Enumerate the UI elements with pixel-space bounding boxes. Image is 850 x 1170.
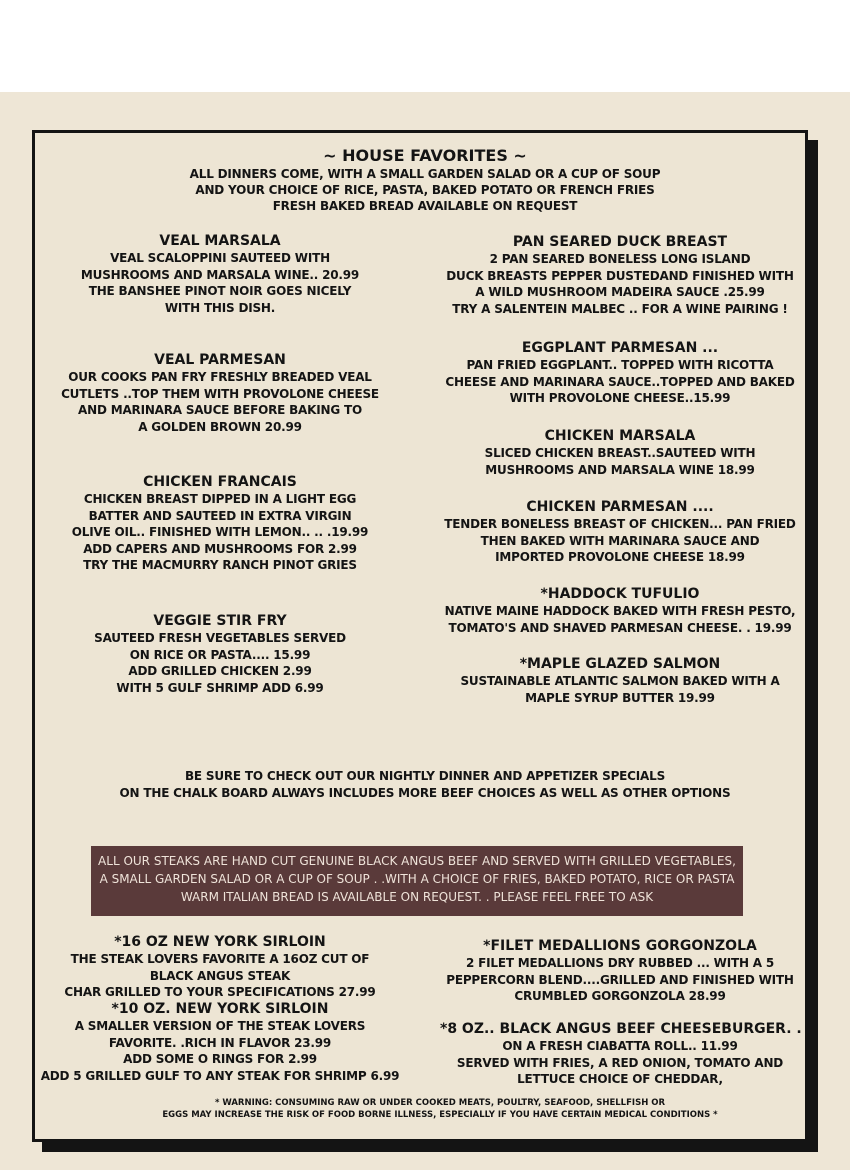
item-line: NATIVE MAINE HADDOCK BAKED WITH FRESH PESTO, — [444, 604, 796, 618]
item-line: CHICKEN BREAST DIPPED IN A LIGHT EGG — [83, 492, 357, 506]
item-line: MAPLE SYRUP BUTTER 19.99 — [525, 690, 715, 705]
item-line: VEAL SCALOPPINI SAUTEED WITH — [110, 251, 330, 265]
item-line: WITH THIS DISH. — [164, 300, 276, 315]
item-name: CHICKEN MARSALA — [544, 428, 696, 444]
item-line: TRY A SALENTEIN MALBEC .. FOR A WINE PAIRING ! — [452, 301, 788, 316]
item-line: ON RICE OR PASTA.... 15.99 — [129, 647, 311, 662]
item-line: TENDER BONELESS BREAST OF CHICKEN... PAN FRIED — [444, 517, 796, 531]
item-line: DUCK BREASTS PEPPER DUSTEDAND FINISHED WITH — [446, 268, 794, 283]
menu-item-10oz-sirloin — [40, 1001, 400, 1084]
item-name: *16 OZ NEW YORK SIRLOIN — [114, 934, 326, 950]
item-line: 2 PAN SEARED BONELESS LONG ISLAND — [489, 252, 751, 266]
specials-line: ON THE CHALK BOARD ALWAYS INCLUDES MORE BEEF CHOICES AS WELL AS OTHER OPTIONS — [119, 785, 731, 800]
house-favorites-header — [150, 146, 700, 214]
item-name: *10 OZ. NEW YORK SIRLOIN — [111, 1001, 329, 1017]
item-name: VEGGIE STIR FRY — [153, 613, 287, 629]
menu-item-veal-parmesan — [60, 352, 380, 435]
menu-item-veal-marsala — [60, 233, 380, 316]
item-line: CRUMBLED GORGONZOLA 28.99 — [514, 989, 726, 1003]
food-safety-warning — [150, 1097, 730, 1121]
specials-note — [80, 768, 770, 801]
item-line: BLACK ANGUS STEAK — [149, 968, 291, 983]
item-line: THE BANSHEE PINOT NOIR GOES NICELY — [88, 284, 352, 298]
item-line: WITH PROVOLONE CHEESE..15.99 — [509, 391, 731, 405]
item-name: *FILET MEDALLIONS GORGONZOLA — [483, 938, 757, 954]
item-name: VEAL MARSALA — [159, 233, 281, 249]
item-line: TRY THE MACMURRY RANCH PINOT GRIES — [83, 558, 357, 572]
warning-line: * WARNING: CONSUMING RAW OR UNDER COOKED MEATS, POULTRY, SEAFOOD, SHELLFISH OR — [214, 1098, 666, 1108]
item-name: VEAL PARMESAN — [154, 352, 286, 368]
item-name: *8 OZ.. BLACK ANGUS BEEF CHEESEBURGER. . — [440, 1021, 802, 1037]
item-name: EGGPLANT PARMESAN ... — [521, 340, 719, 356]
item-line: SERVED WITH FRIES, A RED ONION, TOMATO AND — [456, 1055, 784, 1070]
item-line: WITH 5 GULF SHRIMP ADD 6.99 — [116, 680, 324, 695]
item-line: ADD CAPERS AND MUSHROOMS FOR 2.99 — [83, 541, 357, 556]
header-line: FRESH BAKED BREAD AVAILABLE ON REQUEST — [272, 199, 578, 213]
item-line: ADD GRILLED CHICKEN 2.99 — [128, 664, 312, 678]
item-line: CHEESE AND MARINARA SAUCE..TOPPED AND BAKED — [445, 374, 795, 389]
item-line: IMPORTED PROVOLONE CHEESE 18.99 — [495, 550, 745, 564]
item-line: LETTUCE CHOICE OF CHEDDAR, — [517, 1072, 723, 1086]
item-name: CHICKEN FRANCAIS — [143, 474, 297, 490]
warning-line: EGGS MAY INCREASE THE RISK OF FOOD BORNE ILLNESS, ESPECIALLY IF YOU HAVE CERTAIN MEDICAL CONDITIONS * — [162, 1110, 718, 1120]
item-line: SAUTEED FRESH VEGETABLES SERVED — [94, 631, 346, 645]
item-line: OLIVE OIL.. FINISHED WITH LEMON.. .. .19.99 — [71, 525, 369, 539]
item-line: CHAR GRILLED TO YOUR SPECIFICATIONS 27.99 — [64, 985, 376, 999]
steak-info-banner — [91, 846, 743, 916]
item-line: OUR COOKS PAN FRY FRESHLY BREADED VEAL — [68, 370, 372, 384]
item-name: *HADDOCK TUFULIO — [540, 586, 700, 602]
banner-line: WARM ITALIAN BREAD IS AVAILABLE ON REQUEST. . PLEASE FEEL FREE TO ASK — [180, 890, 654, 904]
menu-item-veggie-stir-fry — [60, 613, 380, 696]
menu-item-eggplant-parmesan — [440, 340, 800, 407]
menu-item-duck-breast — [440, 234, 800, 317]
item-line: MUSHROOMS AND MARSALA WINE.. 20.99 — [80, 267, 360, 282]
item-line: 2 FILET MEDALLIONS DRY RUBBED ... WITH A 5 — [465, 956, 774, 970]
item-line: FAVORITE. .RICH IN FLAVOR 23.99 — [108, 1035, 332, 1050]
item-line: A WILD MUSHROOM MADEIRA SAUCE .25.99 — [475, 285, 765, 299]
header-line: AND YOUR CHOICE OF RICE, PASTA, BAKED POTATO OR FRENCH FRIES — [195, 183, 655, 197]
menu-item-chicken-parmesan — [440, 499, 800, 566]
banner-line: ALL OUR STEAKS ARE HAND CUT GENUINE BLACK ANGUS BEEF AND SERVED WITH GRILLED VEGETABLES, — [98, 854, 736, 868]
item-line: SUSTAINABLE ATLANTIC SALMON BAKED WITH A — [460, 674, 780, 688]
item-line: BATTER AND SAUTEED IN EXTRA VIRGIN — [88, 508, 352, 523]
banner-line: A SMALL GARDEN SALAD OR A CUP OF SOUP . .WITH A CHOICE OF FRIES, BAKED POTATO, RICE OR PASTA — [99, 872, 735, 886]
item-line: PAN FRIED EGGPLANT.. TOPPED WITH RICOTTA — [466, 358, 774, 372]
menu-item-maple-glazed-salmon — [440, 656, 800, 706]
specials-line: BE SURE TO CHECK OUT OUR NIGHTLY DINNER AND APPETIZER SPECIALS — [184, 769, 666, 783]
item-line: A SMALLER VERSION OF THE STEAK LOVERS — [74, 1019, 366, 1033]
item-line: MUSHROOMS AND MARSALA WINE 18.99 — [485, 462, 755, 477]
item-line: ON A FRESH CIABATTA ROLL.. 11.99 — [502, 1039, 738, 1053]
item-name: CHICKEN PARMESAN .... — [526, 499, 714, 515]
item-line: PEPPERCORN BLEND....GRILLED AND FINISHED WITH — [446, 972, 794, 987]
menu-item-cheeseburger — [440, 1021, 800, 1088]
item-line: THEN BAKED WITH MARINARA SAUCE AND — [480, 533, 760, 548]
menu-item-chicken-francais — [60, 474, 380, 574]
item-line: ADD SOME O RINGS FOR 2.99 — [123, 1052, 317, 1066]
item-name: *MAPLE GLAZED SALMON — [519, 656, 721, 672]
item-line: SLICED CHICKEN BREAST..SAUTEED WITH — [484, 446, 756, 460]
item-line: TOMATO'S AND SHAVED PARMESAN CHEESE. . 19.99 — [448, 620, 792, 635]
item-line: ADD 5 GRILLED GULF TO ANY STEAK FOR SHRIMP 6.99 — [40, 1068, 400, 1083]
page-title: ~ HOUSE FAVORITES ~ — [323, 146, 527, 165]
menu-item-filet-medallions — [440, 938, 800, 1005]
item-name: PAN SEARED DUCK BREAST — [512, 234, 728, 250]
item-line: THE STEAK LOVERS FAVORITE A 16OZ CUT OF — [70, 952, 370, 966]
menu-item-haddock-tufulio — [440, 586, 800, 636]
item-line: A GOLDEN BROWN 20.99 — [138, 419, 302, 434]
item-line: CUTLETS ..TOP THEM WITH PROVOLONE CHEESE — [61, 386, 379, 401]
menu-item-16oz-sirloin — [40, 934, 400, 1001]
item-line: AND MARINARA SAUCE BEFORE BAKING TO — [78, 403, 362, 417]
header-line: ALL DINNERS COME, WITH A SMALL GARDEN SALAD OR A CUP OF SOUP — [189, 167, 661, 181]
menu-item-chicken-marsala — [440, 428, 800, 478]
